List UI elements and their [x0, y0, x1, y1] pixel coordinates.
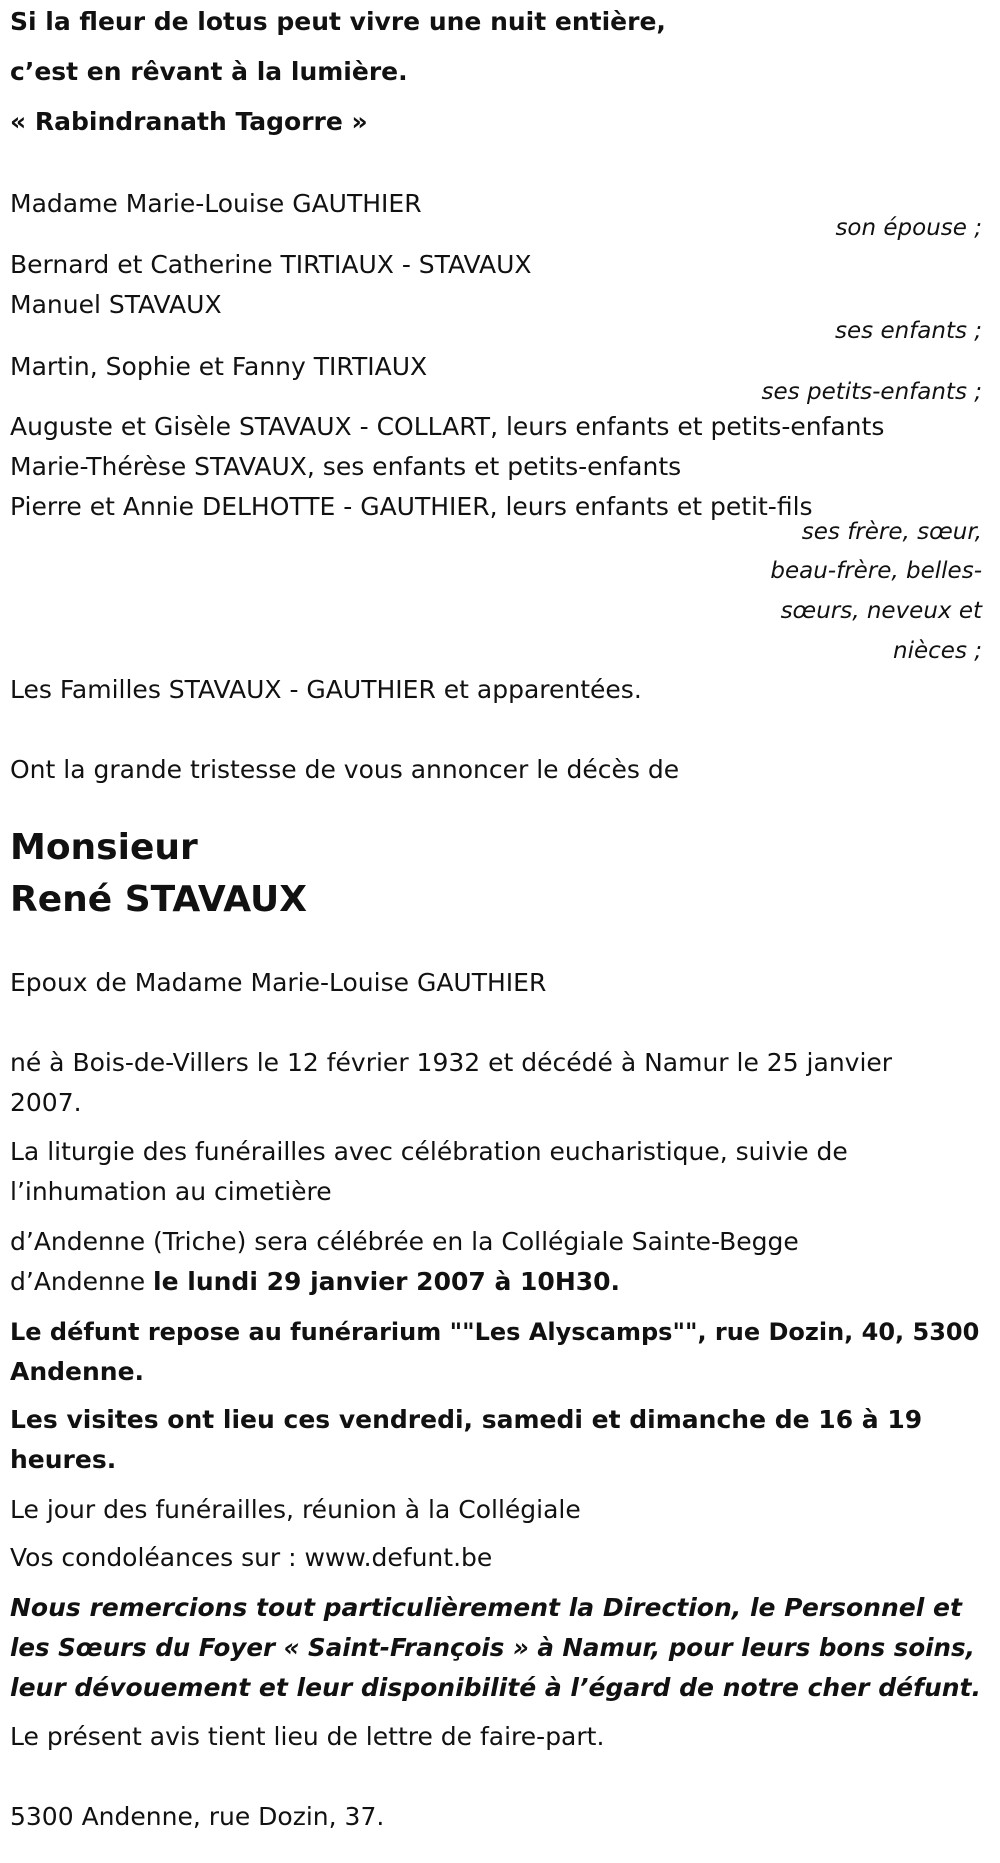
grandchildren-line: Martin, Sophie et Fanny TIRTIAUX [10, 352, 428, 381]
notice-line: Le présent avis tient lieu de lettre de faire-part. [10, 1722, 605, 1751]
deceased-name: René STAVAUX [10, 879, 307, 920]
ceremony-place: d’Andenne [10, 1267, 154, 1296]
thanks-line-2: les Sœurs du Foyer « Saint-François » à Namur, pour leurs bons soins, [10, 1633, 975, 1662]
birth-death-line-2: 2007. [10, 1088, 82, 1117]
funerarium-line-2: Andenne. [10, 1357, 145, 1386]
liturgy-line-2: l’inhumation au cimetière [10, 1177, 332, 1206]
children-line-2: Manuel STAVAUX [10, 290, 222, 319]
spouse-of-line: Epoux de Madame Marie-Louise GAUTHIER [10, 968, 547, 997]
spouse-role: son épouse ; [835, 215, 982, 241]
children-line-1: Bernard et Catherine TIRTIAUX - STAVAUX [10, 250, 532, 279]
quote-line-2: c’est en rêvant à la lumière. [10, 57, 408, 86]
siblings-role-4: nièces ; [893, 638, 982, 664]
thanks-line-1: Nous remercions tout particulièrement la Direction, le Personnel et [10, 1593, 962, 1622]
ceremony-datetime: le lundi 29 janvier 2007 à 10H30. [153, 1267, 621, 1296]
meeting-line: Le jour des funérailles, réunion à la Collégiale [10, 1495, 581, 1524]
families-line: Les Familles STAVAUX - GAUTHIER et apparentées. [10, 675, 642, 704]
liturgy-line-1: La liturgie des funérailles avec célébration eucharistique, suivie de [10, 1137, 848, 1166]
quote-line-1: Si la fleur de lotus peut vivre une nuit entière, [10, 7, 666, 36]
announcement-line: Ont la grande tristesse de vous annoncer le décès de [10, 755, 680, 784]
thanks-line-3: leur dévouement et leur disponibilité à l’égard de notre cher défunt. [10, 1673, 981, 1702]
children-role: ses enfants ; [835, 318, 982, 344]
siblings-role-2: beau-frère, belles- [770, 558, 982, 584]
address-line: 5300 Andenne, rue Dozin, 37. [10, 1802, 385, 1831]
ceremony-line-1: d’Andenne (Triche) sera célébrée en la Collégiale Sainte-Begge [10, 1227, 799, 1256]
siblings-line-2: Marie-Thérèse STAVAUX, ses enfants et petits-enfants [10, 452, 682, 481]
grandchildren-role: ses petits-enfants ; [761, 379, 982, 405]
birth-death-line-1: né à Bois-de-Villers le 12 février 1932 et décédé à Namur le 25 janvier [10, 1048, 893, 1077]
ceremony-line-2 [10, 1262, 620, 1302]
siblings-line-3: Pierre et Annie DELHOTTE - GAUTHIER, leurs enfants et petit-fils [10, 492, 813, 521]
condolences-line: Vos condoléances sur : www.defunt.be [10, 1543, 493, 1572]
siblings-role-3: sœurs, neveux et [780, 598, 982, 624]
siblings-line-1: Auguste et Gisèle STAVAUX - COLLART, leurs enfants et petits-enfants [10, 412, 885, 441]
spouse-name: Madame Marie-Louise GAUTHIER [10, 189, 422, 218]
quote-author: « Rabindranath Tagorre » [10, 107, 368, 136]
funerarium-line-1: Le défunt repose au funérarium ""Les Alyscamps"", rue Dozin, 40, 5300 [10, 1318, 980, 1346]
visits-line-2: heures. [10, 1445, 117, 1474]
siblings-role-1: ses frère, sœur, [801, 519, 982, 545]
deceased-title: Monsieur [10, 827, 198, 868]
visits-line-1: Les visites ont lieu ces vendredi, samedi et dimanche de 16 à 19 [10, 1405, 923, 1434]
